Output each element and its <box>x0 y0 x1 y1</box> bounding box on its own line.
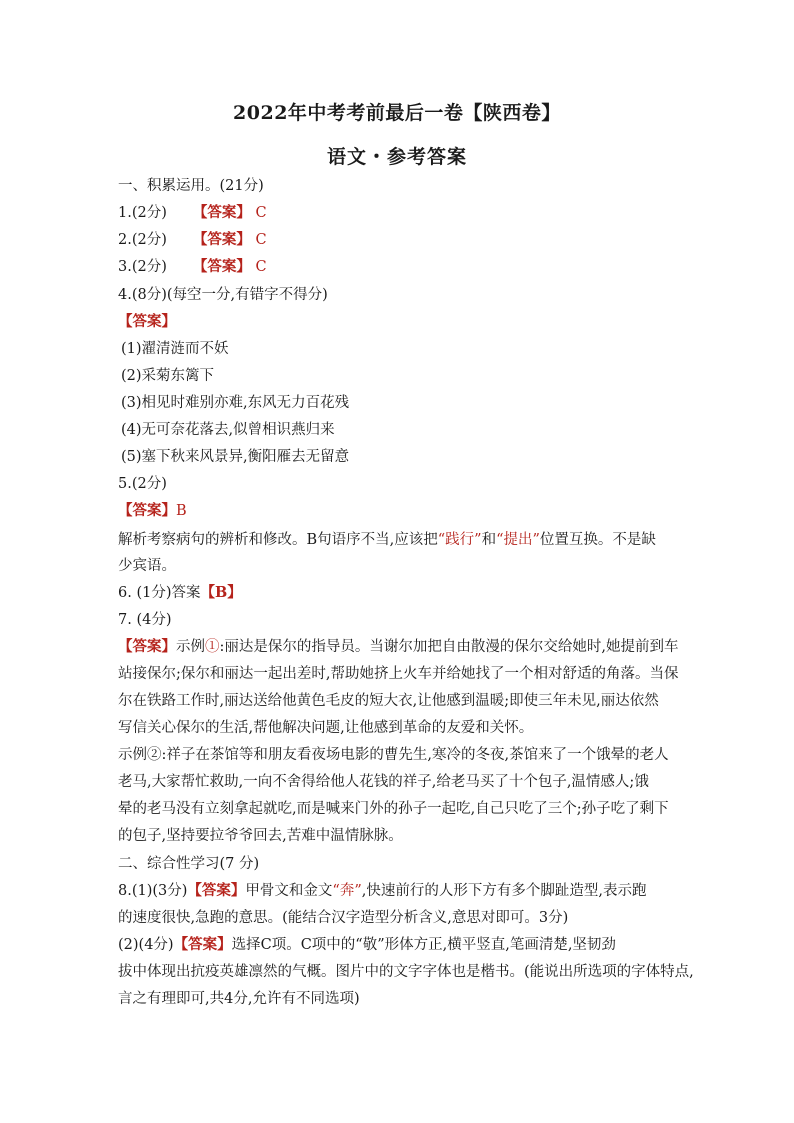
question-1 <box>118 203 267 223</box>
explanation-line <box>118 530 656 550</box>
question-4: 4.(8分)(每空一分,有错字不得分) <box>118 287 328 303</box>
answer-text: ,快速前行的人形下方有多个脚趾造型,表示跑 <box>361 883 647 899</box>
question-6 <box>118 583 242 603</box>
quoted-word: “提出” <box>496 532 540 548</box>
question-number: 2.(2分) <box>118 232 167 248</box>
answer-item: (4)无可奈花落去,似曾相识燕归来 <box>121 422 335 438</box>
answer-line: 言之有理即可,共4分,允许有不同选项) <box>118 991 360 1007</box>
answer-item: (1)濯清涟而不妖 <box>121 341 229 357</box>
answer-value: B <box>176 503 187 519</box>
quoted-word: “奔” <box>332 883 362 899</box>
question-8-part-2 <box>118 935 616 955</box>
answer-value: C <box>255 205 267 221</box>
explanation-text: 解析考察病句的辨析和修改。B句语序不当,应该把 <box>118 532 438 548</box>
answer-tag: 【答案】 <box>192 231 251 248</box>
question-2 <box>118 230 267 250</box>
answer-value: C <box>255 232 267 248</box>
example-1-line <box>118 637 679 657</box>
example-2-line: 的包子,坚持要拉爷爷回去,苦难中温情脉脉。 <box>118 828 403 844</box>
section-heading-2: 二、综合性学习(7 分) <box>118 856 260 872</box>
answer-tag: 【答案】 <box>192 258 251 275</box>
example-2-line: 示例②:祥子在茶馆等和朋友看夜场电影的曹先生,寒冷的冬夜,茶馆来了一个饿晕的老人 <box>118 747 669 763</box>
answer-tag: 【答案】 <box>118 638 176 655</box>
example-text: :丽达是保尔的指导员。当谢尔加把自由散漫的保尔交给她时,她提前到车 <box>219 639 679 655</box>
answer-item: (3)相见时难别亦难,东风无力百花残 <box>121 395 350 411</box>
answer-tag: 【答案】 <box>187 882 246 899</box>
example-2-line: 老马,大家帮忙救助,一向不舍得给他人花钱的祥子,给老马买了十个包子,温情感人;饿 <box>118 774 649 790</box>
question-number: 3.(2分) <box>118 259 167 275</box>
page-subtitle: 语文・参考答案 <box>326 146 467 168</box>
example-label: 示例 <box>176 639 205 655</box>
explanation-line: 少宾语。 <box>118 558 176 574</box>
answer-line: 的速度很快,急跑的意思。(能结合汉字造型分析含义,意思对即可。3分) <box>118 910 569 926</box>
answer-line: 拔中体现出抗疫英雄凛然的气概。图片中的文字字体也是楷书。(能说出所选项的字体特点, <box>118 964 694 980</box>
example-1-line: 尔在铁路工作时,丽达送给他黄色毛皮的短大衣,让他感到温暖;即使三年未见,丽达依然 <box>118 693 659 709</box>
question-7: 7. (4分) <box>118 612 172 628</box>
explanation-text: 位置互换。不是缺 <box>539 532 656 548</box>
answer-line <box>118 501 187 521</box>
question-8-part-1 <box>118 881 646 901</box>
example-2-line: 晕的老马没有立刻拿起就吃,而是喊来门外的孙子一起吃,自己只吃了三个;孙子吃了剩下 <box>118 801 669 817</box>
answer-item: (5)塞下秋来风景异,衡阳雁去无留意 <box>121 449 350 465</box>
question-number: (2)(4分) <box>118 937 174 953</box>
explanation-text: 和 <box>481 532 497 548</box>
question-5: 5.(2分) <box>118 476 167 492</box>
answer-tag: 【B】 <box>200 584 242 601</box>
question-3 <box>118 257 267 277</box>
answer-text: 选择C项。C项中的“敬”形体方正,横平竖直,笔画清楚,坚韧劲 <box>231 937 616 953</box>
section-heading-1: 一、积累运用。(21分) <box>118 178 264 194</box>
example-1-line: 站接保尔;保尔和丽达一起出差时,帮助她挤上火车并给她找了一个相对舒适的角落。当保 <box>118 666 679 682</box>
answer-tag: 【答案】 <box>192 204 251 221</box>
example-mark: ① <box>205 639 220 655</box>
quoted-word: “践行” <box>437 532 482 548</box>
example-1-line: 写信关心保尔的生活,帮他解决问题,让他感到革命的友爱和关怀。 <box>118 720 534 736</box>
question-number: 8.(1)(3分) <box>118 883 188 899</box>
answer-tag: 【答案】 <box>173 936 232 953</box>
answer-tag: 【答案】 <box>118 313 176 330</box>
answer-tag: 【答案】 <box>118 502 176 519</box>
page-title: 2022年中考考前最后一卷【陕西卷】 <box>233 102 561 124</box>
question-number: 6. (1分)答案 <box>118 585 201 601</box>
answer-text: 甲骨文和金文 <box>245 883 333 899</box>
answer-item: (2)采菊东篱下 <box>121 368 215 384</box>
answer-value: C <box>255 259 267 275</box>
question-number: 1.(2分) <box>118 205 167 221</box>
